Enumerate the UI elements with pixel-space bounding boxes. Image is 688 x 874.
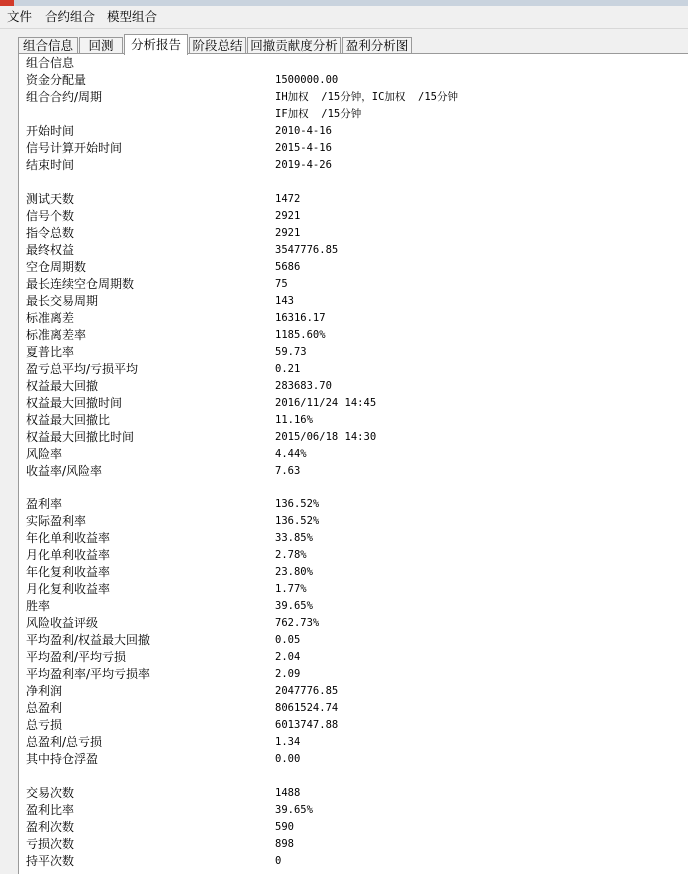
report-label: 持平次数 — [26, 854, 75, 868]
tab-profit-chart[interactable]: 盈利分析图 — [342, 37, 412, 54]
report-label: 交易次数 — [26, 786, 75, 800]
report-value: 0.05 — [275, 634, 301, 646]
report-value: 2.09 — [275, 668, 301, 680]
report-label: 盈利次数 — [26, 820, 75, 834]
report-value: 762.73% — [275, 617, 320, 629]
report-label: 测试天数 — [26, 192, 75, 206]
report-value: IH加权 /15分钟，IC加权 /15分钟 — [275, 91, 459, 103]
report-value: 23.80% — [275, 566, 313, 578]
report-label: 权益最大回撤比 — [26, 413, 111, 427]
report-label: 结束时间 — [26, 158, 75, 172]
report-value: 2921 — [275, 227, 301, 239]
menu-file[interactable]: 文件 — [7, 9, 33, 24]
report-value: 1185.60% — [275, 329, 326, 341]
report-value: 7.63 — [275, 465, 301, 477]
report-value: 16316.17 — [275, 312, 326, 324]
report-value: 2019-4-26 — [275, 159, 332, 171]
report-label: 信号计算开始时间 — [26, 141, 123, 155]
tab-drawdown-contribution[interactable]: 回撤贡献度分析 — [247, 37, 341, 54]
report-value: 11.16% — [275, 414, 313, 426]
report-value: 39.65% — [275, 804, 313, 816]
report-value: 0 — [275, 855, 282, 867]
report-label: 亏损次数 — [26, 837, 75, 851]
report-value: 6013747.88 — [275, 719, 339, 731]
report-label: 月化单利收益率 — [26, 548, 111, 562]
report-label: 权益最大回撤比时间 — [26, 430, 135, 444]
report-label: 组合合约/周期 — [26, 90, 103, 104]
section-title: 组合信息 — [26, 56, 75, 70]
menu-contract-portfolio[interactable]: 合约组合 — [45, 9, 96, 24]
report-label: 风险率 — [26, 447, 63, 461]
report-label: 空仓周期数 — [26, 260, 87, 274]
report-value: 2016/11/24 14:45 — [275, 397, 377, 409]
report-label: 权益最大回撤 — [26, 379, 99, 393]
report-label: 盈亏总平均/亏损平均 — [26, 362, 139, 376]
report-value: 3547776.85 — [275, 244, 339, 256]
report-value: 1500000.00 — [275, 74, 339, 86]
report-label: 最长连续空仓周期数 — [26, 277, 135, 291]
report-value: 0.21 — [275, 363, 301, 375]
report-label: 盈利比率 — [26, 803, 75, 817]
report-value: 39.65% — [275, 600, 313, 612]
report-value: 8061524.74 — [275, 702, 339, 714]
report-label: 年化单利收益率 — [26, 531, 111, 545]
report-label: 其中持仓浮盈 — [26, 752, 99, 766]
report-panel — [18, 53, 688, 874]
report-value: 33.85% — [275, 532, 313, 544]
report-label: 风险收益评级 — [26, 616, 99, 630]
report-label: 指令总数 — [26, 226, 75, 240]
report-label: 权益最大回撤时间 — [26, 396, 123, 410]
report-value: 2047776.85 — [275, 685, 339, 697]
report-label: 总亏损 — [26, 718, 63, 732]
report-value: 59.73 — [275, 346, 307, 358]
report-value: 2010-4-16 — [275, 125, 332, 137]
report-label: 净利润 — [26, 684, 63, 698]
report-label: 标准离差率 — [26, 328, 87, 342]
report-label: 总盈利/总亏损 — [26, 735, 103, 749]
report-value: 1.77% — [275, 583, 307, 595]
report-label: 胜率 — [26, 599, 51, 613]
tab-portfolio-info[interactable]: 组合信息 — [18, 37, 78, 54]
report-label: 平均盈利/权益最大回撤 — [26, 633, 151, 647]
report-label: 平均盈利/平均亏损 — [26, 650, 127, 664]
report-value: IF加权 /15分钟 — [275, 108, 362, 120]
report-label: 年化复利收益率 — [26, 565, 111, 579]
report-value: 283683.70 — [275, 380, 332, 392]
tab-strip — [18, 34, 688, 54]
report-label: 月化复利收益率 — [26, 582, 111, 596]
tab-stage-summary[interactable]: 阶段总结 — [189, 37, 246, 54]
report-value: 5686 — [275, 261, 301, 273]
report-value: 143 — [275, 295, 294, 307]
report-label: 盈利率 — [26, 497, 63, 511]
report-value: 898 — [275, 838, 294, 850]
report-label: 最终权益 — [26, 243, 75, 257]
menu-model-portfolio[interactable]: 模型组合 — [107, 9, 158, 24]
report-value: 2015/06/18 14:30 — [275, 431, 377, 443]
report-label: 标准离差 — [26, 311, 75, 325]
tab-analysis-report[interactable]: 分析报告 — [124, 34, 188, 55]
report-value: 1488 — [275, 787, 301, 799]
report-value: 1.34 — [275, 736, 301, 748]
report-label: 最长交易周期 — [26, 294, 99, 308]
report-value: 2.78% — [275, 549, 307, 561]
report-value: 2921 — [275, 210, 301, 222]
menu-bar — [0, 6, 688, 29]
report-label: 平均盈利率/平均亏损率 — [26, 667, 151, 681]
report-value: 136.52% — [275, 498, 320, 510]
report-value: 1472 — [275, 193, 301, 205]
report-label: 夏普比率 — [26, 345, 75, 359]
tab-backtest[interactable]: 回测 — [79, 37, 123, 54]
report-value: 75 — [275, 278, 288, 290]
report-label: 资金分配量 — [26, 73, 87, 87]
report-label: 总盈利 — [26, 701, 63, 715]
report-value: 2.04 — [275, 651, 301, 663]
report-label: 信号个数 — [26, 209, 75, 223]
report-value: 136.52% — [275, 515, 320, 527]
report-value: 0.00 — [275, 753, 301, 765]
report-label: 实际盈利率 — [26, 514, 87, 528]
report-value: 4.44% — [275, 448, 307, 460]
report-label: 收益率/风险率 — [26, 464, 103, 478]
report-label: 开始时间 — [26, 124, 75, 138]
report-value: 2015-4-16 — [275, 142, 332, 154]
report-value: 590 — [275, 821, 294, 833]
